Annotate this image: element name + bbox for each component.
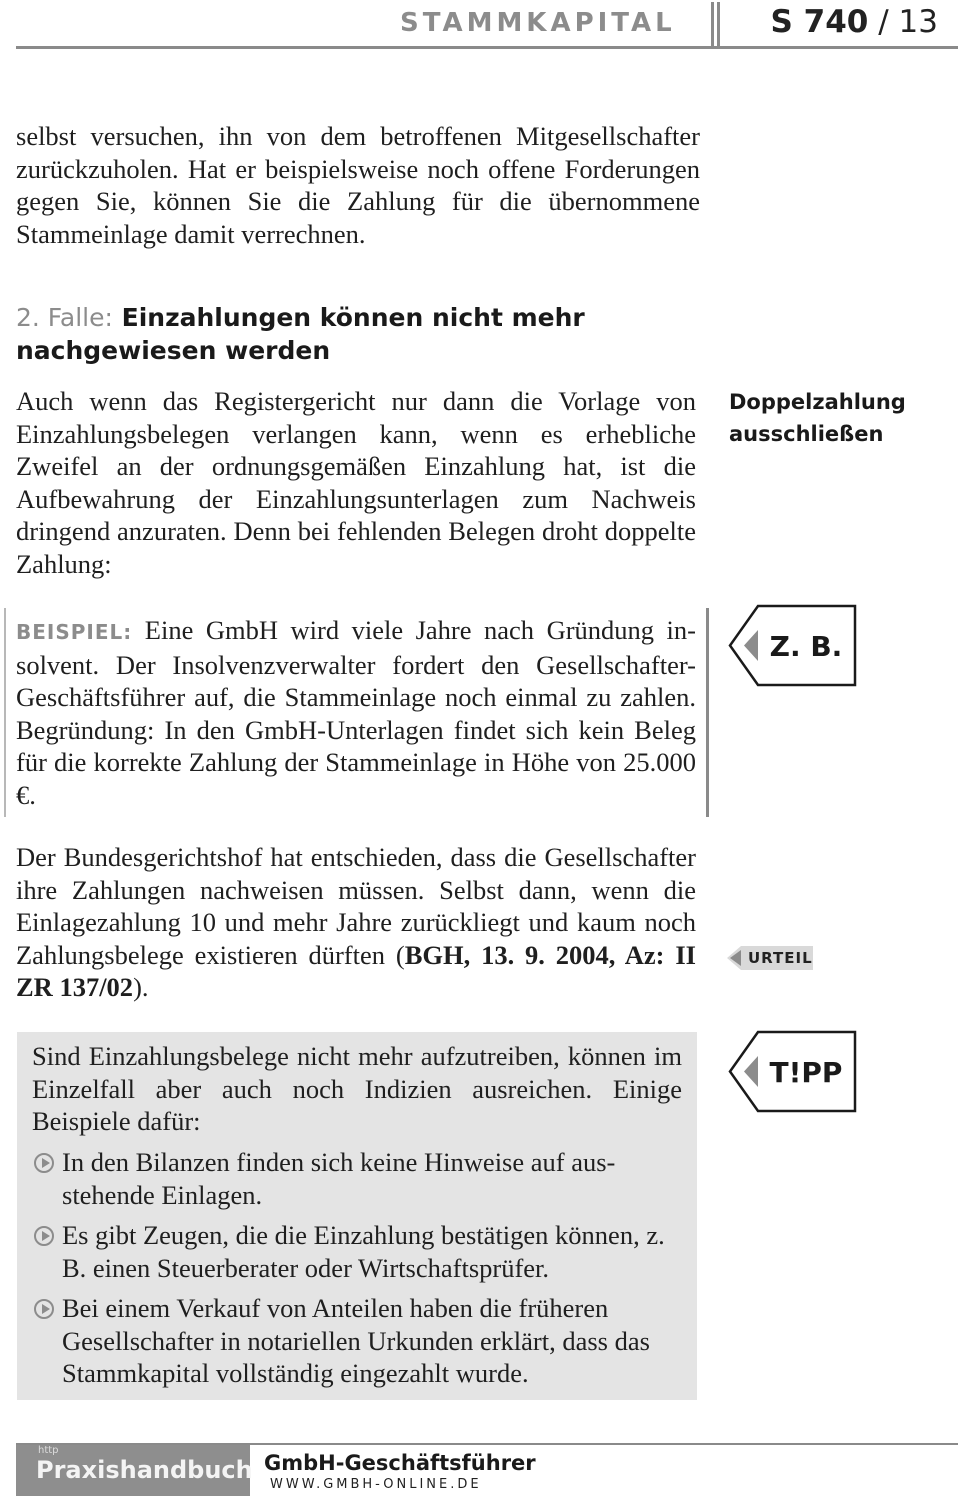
example-tag-icon — [728, 604, 858, 688]
play-icon — [34, 1153, 54, 1173]
example-bar — [706, 608, 709, 817]
example-text: Eine GmbH wird viele Jahre nach Gründung insolvent. Der Insolvenzverwalter fordert den Gesellschafter-Geschäftsführer auf, die Stammeinlage noch einmal zu zahlen. Begründung: In den GmbH-Unterlagen findet sich kein Beleg für die korrekte Zahlung der Stammeinlage in Höhe von 25.000 €. — [16, 615, 696, 810]
example-paragraph — [16, 614, 696, 811]
list-item: Es gibt Zeugen, die die Einzahlung bestätigen können, z. B. einen Steuerberater oder Wirtschaftsprüfer. — [62, 1220, 665, 1283]
header-rule — [16, 46, 958, 49]
footer-url[interactable]: WWW.GMBH-ONLINE.DE — [270, 1477, 482, 1492]
tip-tag-icon — [728, 1030, 858, 1114]
paragraph-court — [16, 841, 696, 1004]
paragraph-intro: selbst versuchen, ihn von dem betroffenen Mitgesellschafter zurückzuholen. Hat er beispielsweise noch offene Forderungen gegen Sie, können Sie die Zahlung für die übernommene Stammeinlage damit verrechnen. — [16, 121, 700, 249]
court-text: Der Bundesgerichtshof hat entschieden, dass die Gesellschafter ihre Zahlungen nachweisen müssen. Selbst dann, wenn die Einlagezahlung 10 und mehr Jahre zurückliegt und kaum noch Zahlungsbelege existieren dürften ( — [16, 842, 696, 970]
page-code: S 740 — [770, 4, 869, 40]
judgment-tag-label: URTEIL — [748, 949, 813, 967]
header-divider — [711, 2, 714, 48]
example-label: BEISPIEL: — [16, 620, 133, 644]
court-citation: BGH, 13. 9. 2004, Az: II ZR 137/02 — [16, 939, 696, 1002]
margin-note — [729, 386, 949, 450]
tip-intro: Sind Einzahlungsbelege nicht mehr aufzutreiben, können im Einzelfall aber auch noch Indizien ausreichen. Einige Beispiele dafür: — [32, 1041, 682, 1136]
example-bar-left — [4, 608, 6, 817]
list-item: In den Bilanzen finden sich keine Hinweise auf ausstehende Einlagen. — [62, 1147, 616, 1210]
section-title-text: Einzahlungen können nicht mehr nachgewiesen werden — [16, 303, 585, 365]
margin-note-line: Doppelzahlung — [729, 390, 906, 414]
section-heading — [16, 301, 706, 367]
example-tag-label: Z. B. — [769, 630, 843, 663]
page-index: 13 — [898, 4, 938, 40]
list-item: Bei einem Verkauf von Anteilen haben die früheren Gesellschafter in notariellen Urkunden erklärt, dass das Stammkapital vollständig eingezahlt wurde. — [62, 1293, 650, 1388]
court-suffix: ). — [133, 972, 149, 1002]
play-icon — [34, 1226, 54, 1246]
footer-small-label: http — [38, 1445, 59, 1456]
page-separator: / — [868, 4, 899, 40]
section-title: STAMMKAPITAL — [400, 8, 676, 38]
header-divider — [717, 2, 720, 48]
footer-brand: Praxishandbuch — [36, 1456, 253, 1484]
play-icon — [34, 1299, 54, 1319]
paragraph-registry: Auch wenn das Registergericht nur dann die Vorlage von Einzahlungsbelegen verlangen kann, wenn es erhebliche Zweifel an der ordnungsgemäßen Einzahlung hat, ist die Aufbewahrung der Einzahlungsunterlagen zum Nachweis dringend anzuraten. Denn bei fehlenden Belegen droht doppelte Zahlung: — [16, 386, 696, 579]
footer-title: GmbH-Geschäftsführer — [264, 1451, 536, 1475]
section-number: 2. Falle: — [16, 303, 113, 332]
tip-tag-label: T!PP — [769, 1056, 843, 1089]
margin-note-line: ausschließen — [729, 422, 884, 446]
page-number — [771, 4, 938, 40]
